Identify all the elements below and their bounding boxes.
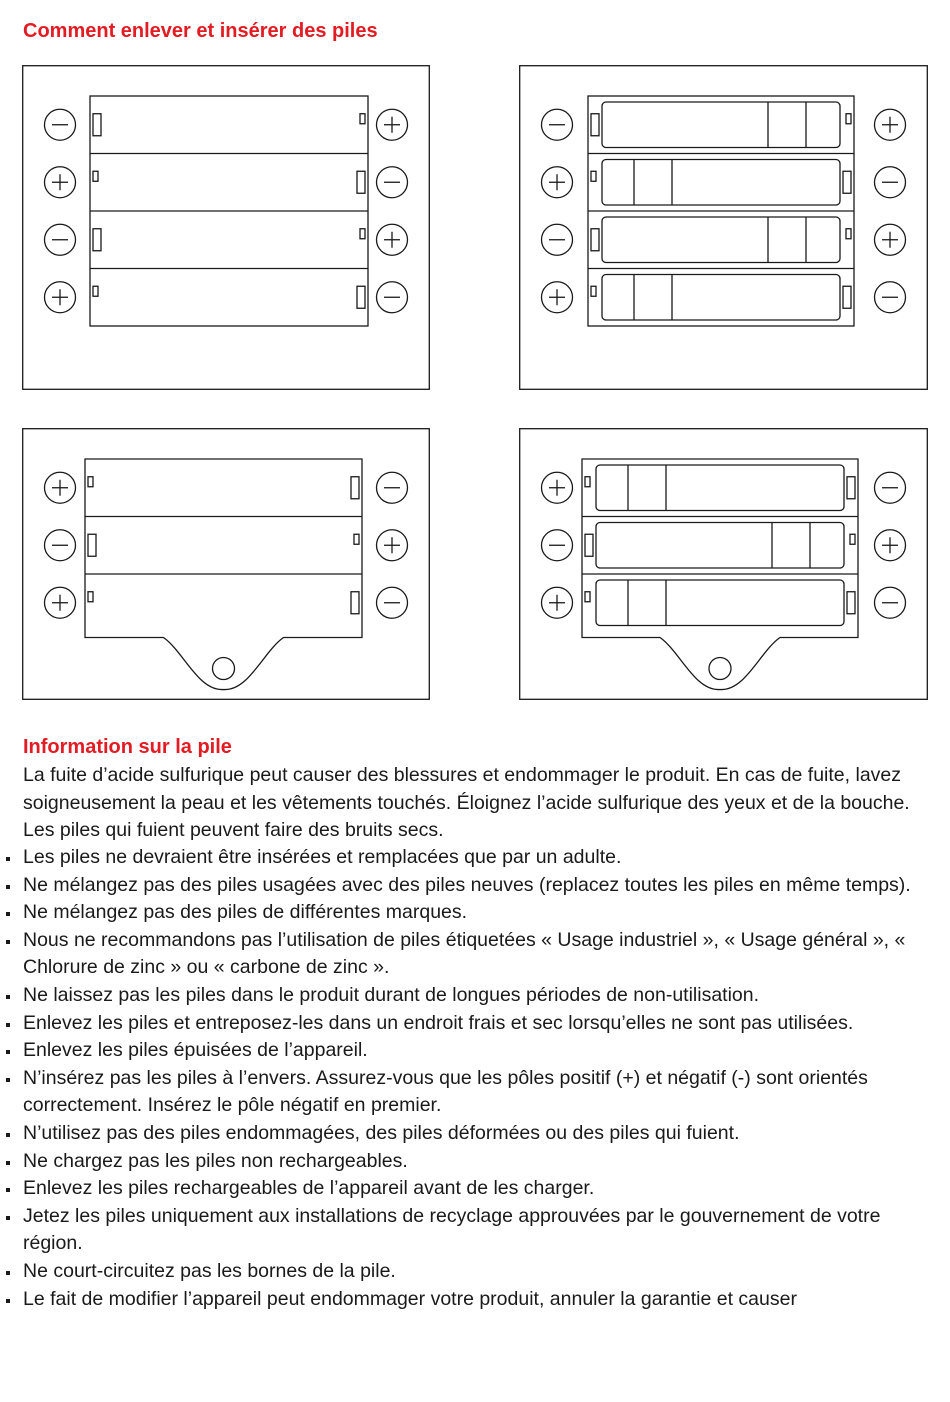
info-bullet-item: Enlevez les piles épuisées de l’appareil. (0, 1037, 940, 1065)
battery-compartment-figure (22, 65, 430, 390)
minus-sign-icon (377, 587, 408, 618)
battery-cell (596, 523, 844, 569)
info-bullet-item: Enlevez les piles et entreposez-les dans un endroit frais et sec lorsqu’elles ne sont pas utilisées. (0, 1010, 940, 1038)
minus-sign-icon (875, 167, 906, 198)
battery-contact-right (847, 592, 855, 614)
battery-compartment-figure (519, 65, 928, 390)
battery-contact-right (360, 229, 365, 239)
minus-sign-icon (875, 587, 906, 618)
battery-contact-right (351, 592, 359, 614)
plus-sign-icon (875, 109, 906, 140)
plus-sign-icon (542, 167, 573, 198)
minus-sign-icon (377, 282, 408, 313)
info-bullet-item: Ne mélangez pas des piles usagées avec des piles neuves (replacez toutes les piles en même temps). (0, 872, 940, 900)
info-intro: La fuite d’acide sulfurique peut causer des blessures et endommager le produit. En cas de fuite, lavez soigneusement la peau et les vêtements touchés. Éloignez l’acide sulfurique des yeux et de la bouche. Les piles qui fuient peuvent faire des bruits secs. (23, 764, 910, 842)
battery-contact-left (93, 229, 101, 251)
battery-cell (602, 217, 840, 263)
info-bullet-item: Ne chargez pas les piles non rechargeables. (0, 1148, 940, 1176)
diagram-frame (23, 429, 430, 700)
minus-sign-icon (542, 224, 573, 255)
battery-cell (602, 102, 840, 148)
plus-sign-icon (377, 109, 408, 140)
battery-contact-left (591, 114, 599, 136)
info-bullet-item: Enlevez les piles rechargeables de l’appareil avant de les charger. (0, 1175, 940, 1203)
battery-contact-left (591, 171, 596, 181)
info-bullet-list (0, 844, 940, 1313)
battery-contact-left (93, 114, 101, 136)
plus-sign-icon (45, 282, 76, 313)
battery-contact-left (88, 477, 93, 487)
release-tab-hole (213, 658, 235, 680)
info-bullet-item: Nous ne recommandons pas l’utilisation de piles étiquetées « Usage industriel », « Usage général », « Chlorure de zinc » ou « carbone de zinc ». (0, 927, 940, 982)
info-bullet-item: Ne laissez pas les piles dans le produit durant de longues périodes de non-utilisation. (0, 982, 940, 1010)
plus-sign-icon (377, 530, 408, 561)
battery-contact-right (357, 286, 365, 308)
info-title: Information sur la pile (23, 736, 232, 758)
minus-sign-icon (45, 530, 76, 561)
battery-cell (602, 160, 840, 206)
info-bullet-item: N’utilisez pas des piles endommagées, des piles déformées ou des piles qui fuient. (0, 1120, 940, 1148)
battery-contact-right (843, 286, 851, 308)
battery-cell (596, 580, 844, 626)
battery-contact-left (585, 534, 593, 556)
plus-sign-icon (542, 472, 573, 503)
battery-contact-right (846, 114, 851, 124)
plus-sign-icon (45, 587, 76, 618)
battery-contact-right (360, 114, 365, 124)
minus-sign-icon (377, 472, 408, 503)
release-tab-hole (709, 658, 731, 680)
info-bullet-item: Les piles ne devraient être insérées et remplacées que par un adulte. (0, 844, 940, 872)
info-bullet-item: Le fait de modifier l’appareil peut endommager votre produit, annuler la garantie et causer (0, 1286, 940, 1314)
battery-contact-left (591, 286, 596, 296)
info-bullet-item: Ne mélangez pas des piles de différentes marques. (0, 899, 940, 927)
diagram-4-slot-loaded (519, 65, 928, 390)
battery-contact-right (850, 534, 855, 544)
diagram-4-slot-empty (22, 65, 430, 390)
plus-sign-icon (875, 224, 906, 255)
battery-contact-right (846, 229, 851, 239)
info-bullet-item: Jetez les piles uniquement aux installations de recyclage approuvées par le gouvernement de votre région. (0, 1203, 940, 1258)
battery-contact-right (847, 477, 855, 499)
info-bullet-item: Ne court-circuitez pas les bornes de la pile. (0, 1258, 940, 1286)
battery-contact-left (93, 171, 98, 181)
battery-contact-left (93, 286, 98, 296)
minus-sign-icon (45, 109, 76, 140)
minus-sign-icon (377, 167, 408, 198)
battery-contact-right (351, 477, 359, 499)
plus-sign-icon (45, 472, 76, 503)
plus-sign-icon (542, 282, 573, 313)
battery-contact-left (88, 592, 93, 602)
diagram-3-slot-loaded (519, 428, 928, 700)
battery-contact-right (354, 534, 359, 544)
plus-sign-icon (542, 587, 573, 618)
diagram-3-slot-empty (22, 428, 430, 700)
battery-contact-left (585, 477, 590, 487)
diagram-frame (520, 66, 928, 390)
battery-contact-right (357, 171, 365, 193)
info-bullet-item: N’insérez pas les piles à l’envers. Assurez-vous que les pôles positif (+) et négatif (-) sont orientés correctement. Insérez le pôle négatif en premier. (0, 1065, 940, 1120)
battery-contact-left (591, 229, 599, 251)
battery-cell (596, 465, 844, 511)
minus-sign-icon (542, 109, 573, 140)
minus-sign-icon (875, 282, 906, 313)
battery-contact-left (585, 592, 590, 602)
plus-sign-icon (45, 167, 76, 198)
minus-sign-icon (45, 224, 76, 255)
battery-cell (602, 275, 840, 321)
battery-compartment-figure (22, 428, 430, 700)
minus-sign-icon (542, 530, 573, 561)
battery-contact-right (843, 171, 851, 193)
minus-sign-icon (875, 472, 906, 503)
plus-sign-icon (377, 224, 408, 255)
plus-sign-icon (875, 530, 906, 561)
battery-contact-left (88, 534, 96, 556)
battery-compartment-figure (519, 428, 928, 700)
section-title: Comment enlever et insérer des piles (23, 20, 378, 42)
